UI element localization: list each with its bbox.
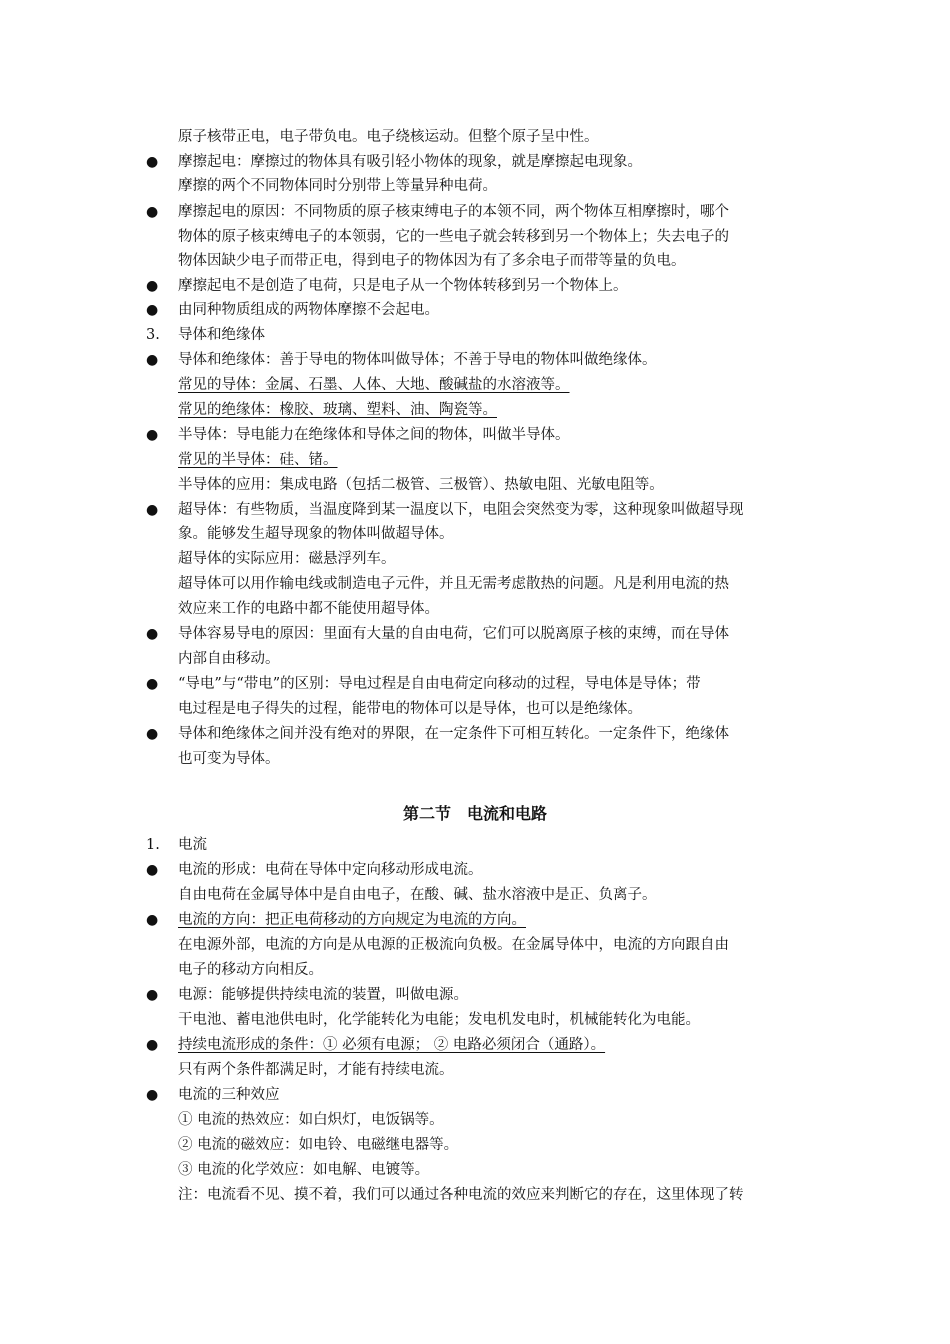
text-line: 注：电流看不见、摸不着，我们可以通过各种电流的效应来判断它的存在，这里体现了转 <box>178 1187 744 1203</box>
bullet-icon: ● <box>146 352 159 368</box>
text-line: ③ 电流的化学效应：如电解、电镀等。 <box>178 1162 430 1178</box>
bullet-icon: ● <box>146 862 159 878</box>
text-line: ② 电流的磁效应：如电铃、电磁继电器等。 <box>178 1137 459 1153</box>
bullet-icon: ● <box>146 502 159 518</box>
underlined-text-line: 持续电流形成的条件：① 必须有电源； ② 电路必须闭合（通路）。 <box>178 1037 606 1053</box>
text-line: 超导体可以用作输电线或制造电子元件，并且无需考虑散热的问题。凡是利用电流的热 <box>178 576 729 592</box>
bullet-icon: ● <box>146 427 159 443</box>
section-heading: 第二节 电流和电路 <box>402 804 547 823</box>
text-line: 导体和绝缘体：善于导电的物体叫做导体；不善于导电的物体叫做绝缘体。 <box>178 352 657 368</box>
bullet-icon: ● <box>146 204 159 220</box>
text-line: 超导体的实际应用：磁悬浮列车。 <box>178 551 396 567</box>
text-line: 超导体：有些物质，当温度降到某一温度以下，电阻会突然变为零，这种现象叫做超导现 <box>178 502 744 518</box>
bullet-icon: ● <box>146 726 159 742</box>
text-line: 导体容易导电的原因：里面有大量的自由电荷，它们可以脱离原子核的束缚，而在导体 <box>178 626 729 642</box>
text-line: 半导体：导电能力在绝缘体和导体之间的物体，叫做半导体。 <box>178 427 570 443</box>
text-line: 电过程是电子得失的过程，能带电的物体可以是导体，也可以是绝缘体。 <box>178 701 642 717</box>
text-line: 电源：能够提供持续电流的装置，叫做电源。 <box>178 987 468 1003</box>
section-subtitle: 电流 <box>178 837 207 853</box>
text-line: 内部自由移动。 <box>178 651 280 667</box>
bullet-icon: ● <box>146 302 159 318</box>
section-subtitle: 导体和绝缘体 <box>178 327 265 343</box>
text-line: 半导体的应用：集成电路（包括二极管、三极管）、热敏电阻、光敏电阻等。 <box>178 477 664 493</box>
text-line: 象。能够发生超导现象的物体叫做超导体。 <box>178 526 454 542</box>
text-line: 摩擦起电的原因：不同物质的原子核束缚电子的本领不同，两个物体互相摩擦时，哪个 <box>178 204 729 220</box>
text-line: 摩擦起电不是创造了电荷，只是电子从一个物体转移到另一个物体上。 <box>178 278 628 294</box>
underlined-text-line: 常见的导体：金属、石墨、人体、大地、酸碱盐的水溶液等。 <box>178 377 570 393</box>
text-line: 电流的三种效应 <box>178 1087 280 1103</box>
bullet-icon: ● <box>146 1037 159 1053</box>
list-number: 3. <box>146 327 160 343</box>
text-line: 在电源外部，电流的方向是从电源的正极流向负极。在金属导体中，电流的方向跟自由 <box>178 937 729 953</box>
underlined-text-line: 常见的绝缘体：橡胶、玻璃、塑料、油、陶瓷等。 <box>178 402 497 418</box>
text-line: 导体和绝缘体之间并没有绝对的界限，在一定条件下可相互转化。一定条件下，绝缘体 <box>178 726 729 742</box>
text-line: ① 电流的热效应：如白炽灯，电饭锅等。 <box>178 1112 444 1128</box>
bullet-icon: ● <box>146 1087 159 1103</box>
text-line: 效应来工作的电路中都不能使用超导体。 <box>178 601 439 617</box>
text-line: “导电”与“带电”的区别：导电过程是自由电荷定向移动的过程，导电体是导体；带 <box>178 676 701 692</box>
text-line: 干电池、蓄电池供电时，化学能转化为电能；发电机发电时，机械能转化为电能。 <box>178 1012 700 1028</box>
text-line: 原子核带正电，电子带负电。电子绕核运动。但整个原子呈中性。 <box>178 129 599 145</box>
list-number: 1. <box>146 837 160 853</box>
text-line: 物体的原子核束缚电子的本领弱，它的一些电子就会转移到另一个物体上；失去电子的 <box>178 229 729 245</box>
underlined-text-line: 电流的方向：把正电荷移动的方向规定为电流的方向。 <box>178 912 526 928</box>
text-line: 电子的移动方向相反。 <box>178 962 323 978</box>
bullet-icon: ● <box>146 626 159 642</box>
text-line: 摩擦的两个不同物体同时分别带上等量异种电荷。 <box>178 178 497 194</box>
text-line: 物体因缺少电子而带正电，得到电子的物体因为有了多余电子而带等量的负电。 <box>178 253 686 269</box>
bullet-icon: ● <box>146 154 159 170</box>
text-line: 电流的形成：电荷在导体中定向移动形成电流。 <box>178 862 483 878</box>
text-line: 自由电荷在金属导体中是自由电子，在酸、碱、盐水溶液中是正、负离子。 <box>178 887 657 903</box>
bullet-icon: ● <box>146 676 159 692</box>
underlined-text-line: 常见的半导体：硅、锗。 <box>178 452 338 468</box>
text-line: 由同种物质组成的两物体摩擦不会起电。 <box>178 302 439 318</box>
bullet-icon: ● <box>146 278 159 294</box>
text-line: 摩擦起电：摩擦过的物体具有吸引轻小物体的现象，就是摩擦起电现象。 <box>178 154 642 170</box>
text-line: 只有两个条件都满足时，才能有持续电流。 <box>178 1062 454 1078</box>
bullet-icon: ● <box>146 912 159 928</box>
text-line: 也可变为导体。 <box>178 751 280 767</box>
bullet-icon: ● <box>146 987 159 1003</box>
